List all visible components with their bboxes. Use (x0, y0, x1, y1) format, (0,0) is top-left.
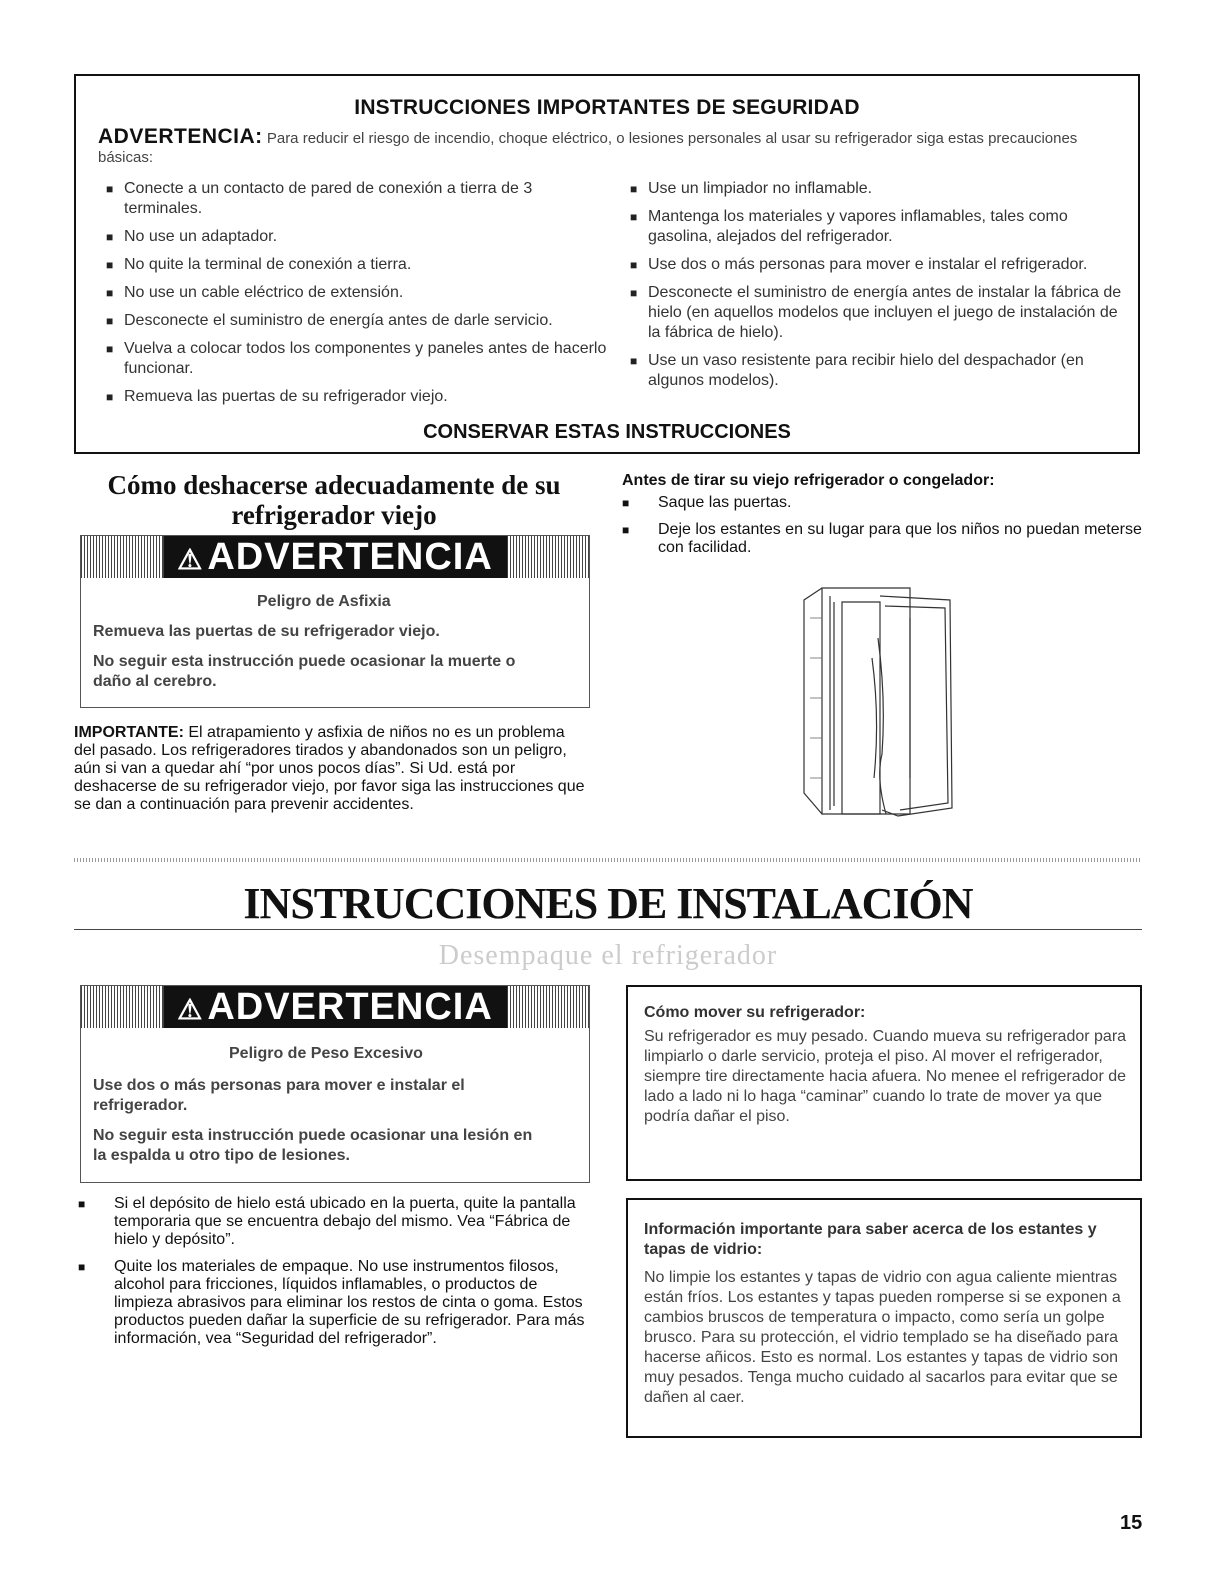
unpack-subtitle: Desempaque el refrigerador (438, 940, 778, 971)
warning-label (163, 986, 507, 1028)
important-text: El atrapamiento y asfixia de niños no es un problema del pasado. Los refrigeradores tirados y abandonados son un peligro, aún si van a quedar ahí “por unos pocos días”. Si Ud. está por deshacerse de su refrigerador viejo, por favor siga las instrucciones que se dan a continuación para prevenir accidentes. (74, 724, 585, 813)
glass-title: Información importante para saber acerca de los estantes y tapas de vidrio: (644, 1221, 1097, 1258)
warning-text (81, 578, 589, 692)
page-number: 15 (1120, 1512, 1143, 1534)
warning-banner (81, 986, 589, 1028)
safety-intro (98, 127, 1128, 167)
safety-item: ■ No use un cable eléctrico de extensión. (98, 283, 608, 303)
before-disposal-item: ■ Deje los estantes en su lugar para que los niños no puedan meterse con facilidad. (622, 521, 1142, 557)
before-disposal-title: Antes de tirar su viejo refrigerador o congelador: (622, 472, 995, 489)
glass-info-box (626, 1198, 1142, 1438)
safety-intro-label: ADVERTENCIA: (98, 125, 263, 148)
disposal-title: Cómo deshacerse adecuadamente de su refrigerador viejo (107, 470, 561, 530)
safety-item: ■ Use un limpiador no inflamable. (622, 179, 1122, 199)
warning-instruction: Remueva las puertas de su refrigerador viejo. (93, 623, 440, 640)
moving-title: Cómo mover su refrigerador: (644, 1004, 866, 1021)
safety-box (74, 74, 1140, 454)
safety-right-column (622, 179, 1122, 399)
safety-item: ■ Use un vaso resistente para recibir hielo del despachador (en algunos modelos). (622, 351, 1122, 391)
warning-label-text: ADVERTENCIA (207, 536, 493, 578)
before-disposal-item: ■ Saque las puertas. (622, 494, 1142, 512)
warning-hazard: Peligro de Asfixia (257, 593, 391, 610)
safety-item: ■ Remueva las puertas de su refrigerador viejo. (98, 387, 608, 407)
safety-keep-notice: CONSERVAR ESTAS INSTRUCCIONES (423, 421, 791, 443)
section-separator (74, 858, 1142, 862)
safety-item: ■ Conecte a un contacto de pared de conexión a tierra de 3 terminales. (98, 179, 608, 219)
important-paragraph (74, 724, 590, 814)
warning-text (81, 1028, 589, 1166)
warning-label (163, 536, 507, 578)
safety-item: ■ Use dos o más personas para mover e instalar el refrigerador. (622, 255, 1122, 275)
title-rule (74, 929, 1142, 930)
warning-banner (81, 536, 589, 578)
installation-title: INSTRUCCIONES DE INSTALACIÓN (243, 879, 973, 928)
safety-item: ■ Desconecte el suministro de energía antes de instalar la fábrica de hielo (en aquellos modelos que incluyen el juego de instalación de la fábrica de hielo). (622, 283, 1122, 343)
important-label: IMPORTANTE: (74, 724, 184, 741)
warning-triangle-icon: ⚠ (177, 544, 204, 575)
asphyxia-warning-box (80, 535, 590, 708)
warning-instruction: Use dos o más personas para mover e instalar el refrigerador. (93, 1077, 465, 1114)
refrigerator-illustration (790, 578, 960, 828)
safety-left-column (98, 179, 608, 415)
warning-hazard: Peligro de Peso Excesivo (229, 1045, 423, 1062)
moving-info-box (626, 985, 1142, 1181)
weight-warning-box (80, 985, 590, 1183)
unpack-step: ■ Quite los materiales de empaque. No use instrumentos filosos, alcohol para fricciones, líquidos inflamables, o productos de limpieza abrasivos para eliminar los restos de cinta o goma. Estos productos pueden dañar la superficie de su refrigerador. Para más información, vea “Seguridad del refrigerador”. (78, 1258, 590, 1348)
safety-title: INSTRUCCIONES IMPORTANTES DE SEGURIDAD (354, 96, 860, 119)
unpack-step: ■ Si el depósito de hielo está ubicado en la puerta, quite la pantalla temporaria que se encuentra debajo del mismo. Vea “Fábrica de hielo y depósito”. (78, 1195, 590, 1249)
safety-intro-text: Para reducir el riesgo de incendio, choque eléctrico, o lesiones personales al usar su refrigerador siga estas precauciones básicas: (98, 130, 1078, 166)
safety-item: ■ Desconecte el suministro de energía antes de darle servicio. (98, 311, 608, 331)
safety-item: ■ Mantenga los materiales y vapores inflamables, tales como gasolina, alejados del refrigerador. (622, 207, 1122, 247)
before-disposal-section (622, 472, 1142, 566)
safety-item: ■ Vuelva a colocar todos los componentes y paneles antes de hacerlo funcionar. (98, 339, 608, 379)
moving-text: Su refrigerador es muy pesado. Cuando mueva su refrigerador para limpiarlo o darle servicio, proteja el piso. Al mover el refrigerador, siempre tire directamente hacia afuera. No menee el refrigerador de lado a lado ni lo haga “caminar” cuando lo trate de mover ya que podría dañar el piso. (644, 1028, 1127, 1125)
unpack-steps (78, 1195, 590, 1357)
safety-item: ■ No use un adaptador. (98, 227, 608, 247)
glass-text: No limpie los estantes y tapas de vidrio con agua caliente mientras están fríos. Los estantes y tapas pueden romperse si se exponen a cambios bruscos de temperatura o impacto, como sería un golpe brusco. Para su protección, el vidrio templado se ha diseñado para hacerse añicos. Esto es normal. Los estantes y tapas de vidrio son muy pesados. Tenga mucho cuidado al sacarlos para evitar que se dañen al caer. (644, 1269, 1121, 1406)
safety-item: ■ No quite la terminal de conexión a tierra. (98, 255, 608, 275)
warning-consequence: No seguir esta instrucción puede ocasionar una lesión en la espalda u otro tipo de lesiones. (93, 1127, 533, 1164)
warning-label-text: ADVERTENCIA (207, 986, 493, 1028)
warning-triangle-icon: ⚠ (177, 994, 204, 1025)
warning-consequence: No seguir esta instrucción puede ocasionar la muerte o daño al cerebro. (93, 653, 516, 690)
